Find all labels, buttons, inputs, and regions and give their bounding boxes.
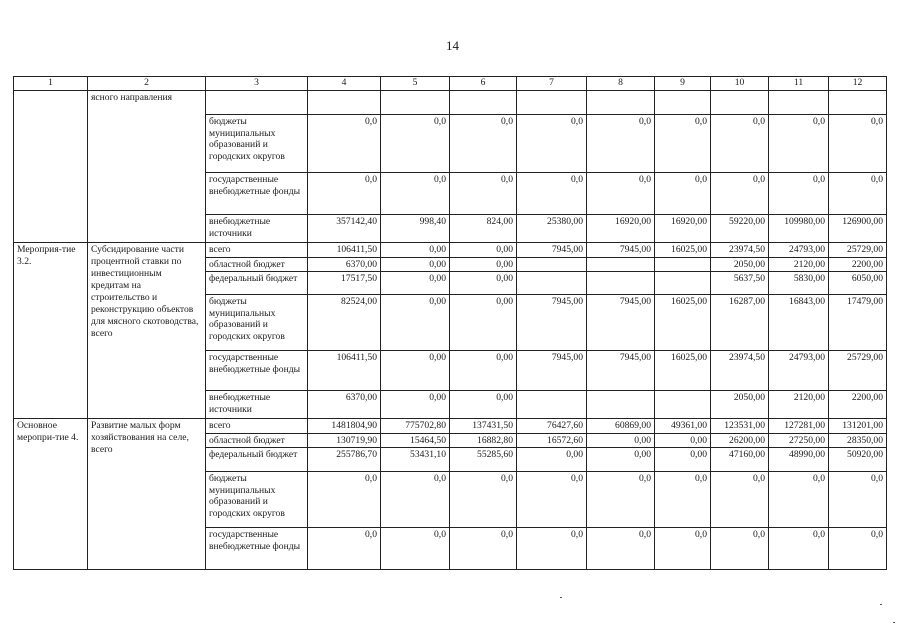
value-cell: 16025,00: [655, 243, 711, 258]
header-cell: 1: [14, 77, 88, 91]
activity-code-cell: [14, 91, 88, 243]
funding-source-cell: областной бюджет: [206, 257, 308, 272]
header-cell: 2: [88, 77, 206, 91]
value-cell: 0,00: [381, 243, 450, 258]
scan-speck: [880, 604, 882, 605]
value-cell: 27250,00: [769, 433, 829, 448]
value-cell: [517, 272, 587, 295]
value-cell: [829, 91, 887, 115]
value-cell: 0,0: [829, 115, 887, 173]
value-cell: [587, 391, 655, 419]
value-cell: [450, 91, 517, 115]
page-number: 14: [446, 38, 459, 53]
value-cell: 28350,00: [829, 433, 887, 448]
header-cell: 7: [517, 77, 587, 91]
funding-source-cell: федеральный бюджет: [206, 448, 308, 472]
value-cell: 16920,00: [587, 215, 655, 243]
value-cell: 0,0: [517, 528, 587, 570]
value-cell: 824,00: [450, 215, 517, 243]
value-cell: [587, 272, 655, 295]
value-cell: 17479,00: [829, 295, 887, 351]
value-cell: 16882,80: [450, 433, 517, 448]
value-cell: 0,0: [655, 528, 711, 570]
value-cell: 0,0: [381, 472, 450, 528]
activity-name-cell: ясного направления: [88, 91, 206, 243]
value-cell: 7945,00: [587, 295, 655, 351]
header-cell: 12: [829, 77, 887, 91]
value-cell: 0,00: [381, 351, 450, 391]
value-cell: 24793,00: [769, 351, 829, 391]
value-cell: 0,00: [587, 433, 655, 448]
value-cell: 0,0: [450, 472, 517, 528]
funding-source-cell: внебюджетные источники: [206, 391, 308, 419]
value-cell: 0,0: [517, 115, 587, 173]
header-cell: 8: [587, 77, 655, 91]
value-cell: 131201,00: [829, 419, 887, 434]
value-cell: 0,00: [655, 448, 711, 472]
value-cell: 0,0: [450, 528, 517, 570]
funding-source-cell: государственные внебюджетные фонды: [206, 173, 308, 215]
value-cell: 16572,60: [517, 433, 587, 448]
value-cell: 7945,00: [587, 351, 655, 391]
funding-source-cell: федеральный бюджет: [206, 272, 308, 295]
value-cell: 0,00: [587, 448, 655, 472]
header-cell: 9: [655, 77, 711, 91]
value-cell: 0,0: [829, 472, 887, 528]
value-cell: 0,0: [769, 528, 829, 570]
value-cell: 16025,00: [655, 295, 711, 351]
value-cell: 7945,00: [587, 243, 655, 258]
header-cell: 6: [450, 77, 517, 91]
value-cell: 775702,80: [381, 419, 450, 434]
value-cell: 50920,00: [829, 448, 887, 472]
funding-source-cell: областной бюджет: [206, 433, 308, 448]
value-cell: 0,0: [308, 173, 381, 215]
value-cell: 0,0: [711, 528, 769, 570]
value-cell: 48990,00: [769, 448, 829, 472]
value-cell: 0,0: [381, 173, 450, 215]
value-cell: 2120,00: [769, 257, 829, 272]
value-cell: 0,0: [711, 472, 769, 528]
value-cell: [711, 91, 769, 115]
value-cell: 55285,60: [450, 448, 517, 472]
value-cell: 0,00: [381, 257, 450, 272]
value-cell: 6370,00: [308, 257, 381, 272]
value-cell: [517, 91, 587, 115]
value-cell: 109980,00: [769, 215, 829, 243]
value-cell: 0,00: [450, 391, 517, 419]
value-cell: 49361,00: [655, 419, 711, 434]
funding-source-cell: бюджеты муниципальных образований и городских округов: [206, 115, 308, 173]
value-cell: 0,0: [450, 115, 517, 173]
header-cell: 10: [711, 77, 769, 91]
value-cell: 25380,00: [517, 215, 587, 243]
value-cell: 59220,00: [711, 215, 769, 243]
value-cell: 16025,00: [655, 351, 711, 391]
value-cell: 2050,00: [711, 257, 769, 272]
value-cell: 123531,00: [711, 419, 769, 434]
value-cell: 106411,50: [308, 243, 381, 258]
value-cell: 2200,00: [829, 257, 887, 272]
value-cell: [655, 91, 711, 115]
value-cell: 0,0: [308, 115, 381, 173]
value-cell: [655, 391, 711, 419]
value-cell: 25729,00: [829, 243, 887, 258]
value-cell: 0,00: [450, 257, 517, 272]
header-cell: 4: [308, 77, 381, 91]
value-cell: [769, 91, 829, 115]
value-cell: 0,0: [450, 173, 517, 215]
value-cell: 0,00: [450, 351, 517, 391]
value-cell: 0,0: [517, 472, 587, 528]
value-cell: 0,0: [711, 115, 769, 173]
header-cell: 3: [206, 77, 308, 91]
value-cell: 7945,00: [517, 351, 587, 391]
funding-source-cell: государственные внебюджетные фонды: [206, 528, 308, 570]
value-cell: 0,0: [655, 472, 711, 528]
value-cell: 0,0: [829, 173, 887, 215]
value-cell: 2050,00: [711, 391, 769, 419]
value-cell: 7945,00: [517, 243, 587, 258]
value-cell: 6050,00: [829, 272, 887, 295]
value-cell: 0,0: [655, 173, 711, 215]
value-cell: 26200,00: [711, 433, 769, 448]
value-cell: 1481804,90: [308, 419, 381, 434]
value-cell: 0,00: [450, 272, 517, 295]
value-cell: 60869,00: [587, 419, 655, 434]
value-cell: 0,0: [381, 528, 450, 570]
value-cell: 0,0: [587, 115, 655, 173]
value-cell: 0,00: [381, 295, 450, 351]
header-cell: 5: [381, 77, 450, 91]
scan-speck: [893, 622, 895, 623]
scan-speck: [560, 597, 562, 598]
value-cell: 106411,50: [308, 351, 381, 391]
value-cell: 0,0: [655, 115, 711, 173]
value-cell: 0,0: [587, 472, 655, 528]
value-cell: [587, 91, 655, 115]
value-cell: 6370,00: [308, 391, 381, 419]
table-header-row: [14, 77, 887, 91]
value-cell: 5830,00: [769, 272, 829, 295]
value-cell: [517, 257, 587, 272]
funding-source-cell: [206, 91, 308, 115]
value-cell: 16287,00: [711, 295, 769, 351]
value-cell: [308, 91, 381, 115]
value-cell: 0,0: [769, 173, 829, 215]
value-cell: 0,00: [450, 243, 517, 258]
value-cell: 0,00: [450, 295, 517, 351]
value-cell: 23974,50: [711, 243, 769, 258]
value-cell: 16843,00: [769, 295, 829, 351]
value-cell: 5637,50: [711, 272, 769, 295]
value-cell: 998,40: [381, 215, 450, 243]
value-cell: 25729,00: [829, 351, 887, 391]
value-cell: 126900,00: [829, 215, 887, 243]
value-cell: 24793,00: [769, 243, 829, 258]
value-cell: 0,0: [769, 472, 829, 528]
value-cell: 0,0: [587, 173, 655, 215]
funding-source-cell: бюджеты муниципальных образований и городских округов: [206, 472, 308, 528]
table-row: [14, 243, 887, 258]
value-cell: 47160,00: [711, 448, 769, 472]
value-cell: 0,0: [517, 173, 587, 215]
value-cell: 0,0: [381, 115, 450, 173]
value-cell: [587, 257, 655, 272]
value-cell: 0,0: [711, 173, 769, 215]
value-cell: 127281,00: [769, 419, 829, 434]
value-cell: 76427,60: [517, 419, 587, 434]
value-cell: 255786,70: [308, 448, 381, 472]
value-cell: 2200,00: [829, 391, 887, 419]
value-cell: 0,00: [655, 433, 711, 448]
table-row: [14, 419, 887, 434]
value-cell: 0,0: [829, 528, 887, 570]
header-cell: 11: [769, 77, 829, 91]
table-row: [14, 91, 887, 115]
value-cell: 0,00: [381, 391, 450, 419]
activity-name-cell: Субсидирование части процентной ставки по инвестиционным кредитам на строительство и реконструкцию объектов для мясного скотоводства, всего: [88, 243, 206, 419]
value-cell: [655, 257, 711, 272]
funding-source-cell: бюджеты муниципальных образований и городских округов: [206, 295, 308, 351]
value-cell: 17517,50: [308, 272, 381, 295]
value-cell: 137431,50: [450, 419, 517, 434]
activity-code-cell: Мероприя-тие 3.2.: [14, 243, 88, 419]
value-cell: [655, 272, 711, 295]
value-cell: 0,0: [769, 115, 829, 173]
value-cell: 53431,10: [381, 448, 450, 472]
value-cell: 7945,00: [517, 295, 587, 351]
funding-source-cell: всего: [206, 243, 308, 258]
value-cell: 2120,00: [769, 391, 829, 419]
value-cell: 130719,90: [308, 433, 381, 448]
value-cell: 0,00: [517, 448, 587, 472]
value-cell: 82524,00: [308, 295, 381, 351]
funding-source-cell: внебюджетные источники: [206, 215, 308, 243]
value-cell: [517, 391, 587, 419]
value-cell: 0,0: [587, 528, 655, 570]
value-cell: 16920,00: [655, 215, 711, 243]
value-cell: 0,0: [308, 528, 381, 570]
value-cell: 23974,50: [711, 351, 769, 391]
value-cell: 357142,40: [308, 215, 381, 243]
funding-source-cell: всего: [206, 419, 308, 434]
budget-table: [13, 76, 887, 570]
value-cell: [381, 91, 450, 115]
value-cell: 15464,50: [381, 433, 450, 448]
activity-name-cell: Развитие малых форм хозяйствования на селе, всего: [88, 419, 206, 570]
value-cell: 0,0: [308, 472, 381, 528]
value-cell: 0,00: [381, 272, 450, 295]
funding-source-cell: государственные внебюджетные фонды: [206, 351, 308, 391]
activity-code-cell: Основное меропри-тие 4.: [14, 419, 88, 570]
